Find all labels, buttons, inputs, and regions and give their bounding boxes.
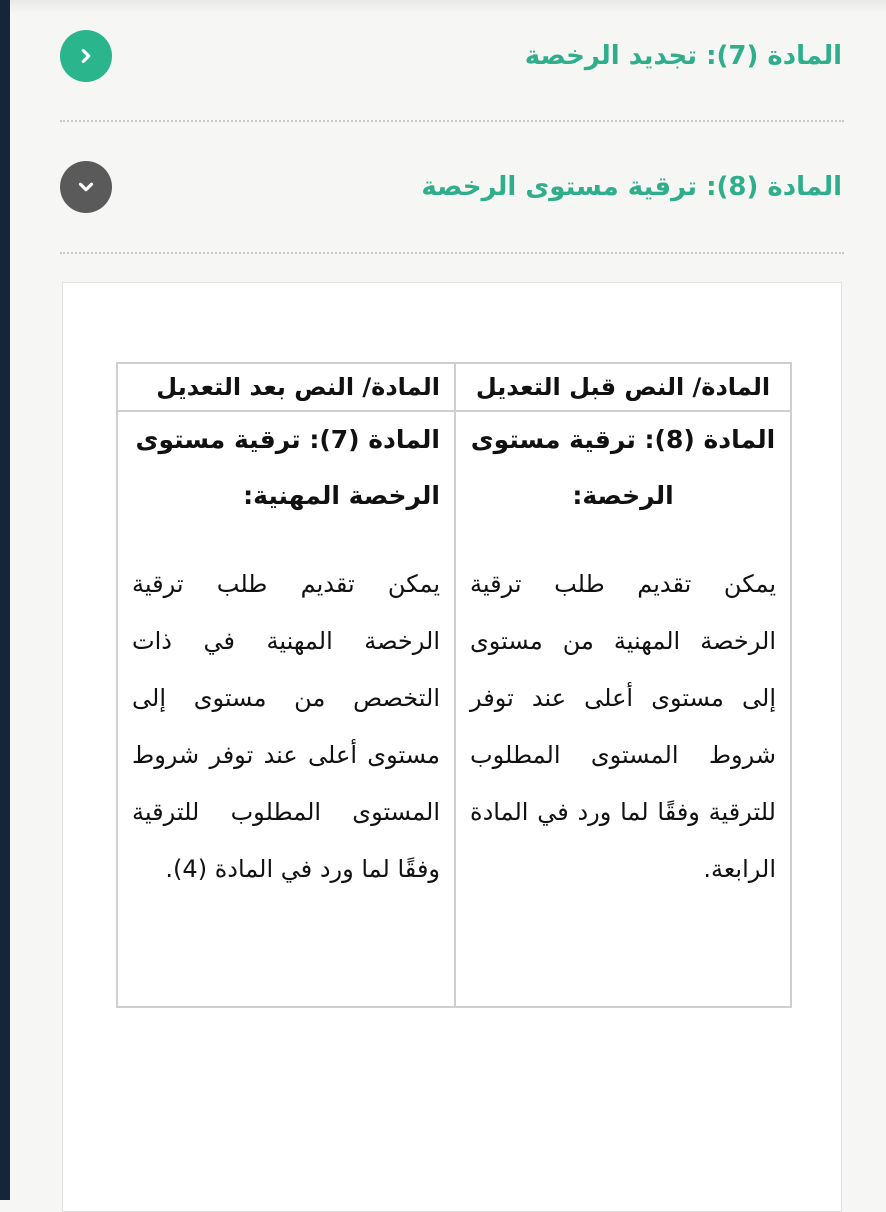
accordion-item-article-7[interactable] <box>60 24 844 88</box>
header-before: المادة/ النص قبل التعديل <box>455 363 791 411</box>
cell-before <box>455 411 791 1007</box>
chevron-down-icon <box>75 176 97 198</box>
collapse-button-article-8[interactable] <box>60 161 112 213</box>
accordion-title-article-7[interactable]: المادة (7): تجديد الرخصة <box>524 41 842 71</box>
article-title-before: المادة (8): ترقية مستوى الرخصة: <box>470 425 776 510</box>
left-sidebar-strip <box>0 0 10 1200</box>
article-title-after: المادة (7): ترقية مستوى الرخصة المهنية: <box>135 425 440 510</box>
table-row <box>117 411 791 1007</box>
accordion-item-article-8[interactable] <box>60 155 844 219</box>
comparison-table <box>116 362 792 1008</box>
table-header-row <box>117 363 791 411</box>
header-after: المادة/ النص بعد التعديل <box>117 363 455 411</box>
divider <box>60 252 844 254</box>
article-text-before: يمكن تقديم طلب ترقية الرخصة المهنية من مستوى إلى مستوى أعلى عند توفر شروط المستوى المطلوب للترقية وفقًا لما ورد في المادة الرابعة. <box>470 570 776 883</box>
top-edge <box>10 0 886 14</box>
expand-button-article-7[interactable] <box>60 30 112 82</box>
divider <box>60 120 844 122</box>
cell-after <box>117 411 455 1007</box>
accordion-title-article-8[interactable]: المادة (8): ترقية مستوى الرخصة <box>421 172 842 202</box>
chevron-left-icon <box>75 45 97 67</box>
article-text-after: يمكن تقديم طلب ترقية الرخصة المهنية في ذات التخصص من مستوى إلى مستوى أعلى عند توفر شروط المستوى المطلوب للترقية وفقًا لما ورد في المادة (4). <box>132 570 440 883</box>
